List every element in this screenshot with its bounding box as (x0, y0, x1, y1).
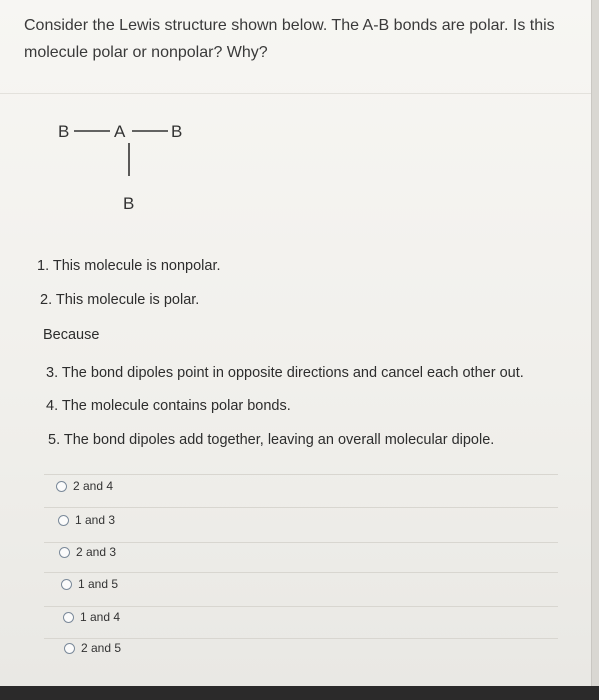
answer-option[interactable] (61, 577, 118, 591)
divider (44, 572, 558, 573)
divider (0, 93, 591, 94)
radio-button[interactable] (61, 579, 72, 590)
radio-button[interactable] (59, 547, 70, 558)
option-label: 1 and 5 (78, 577, 119, 591)
bottom-edge (0, 686, 599, 700)
radio-button[interactable] (58, 515, 69, 526)
answer-option[interactable] (56, 479, 113, 493)
option-label: 1 and 4 (80, 610, 121, 624)
radio-button[interactable] (64, 643, 75, 654)
statement-5: 5. The bond dipoles add together, leaving an overall molecular dipole. (48, 432, 495, 448)
statement-3: 3. The bond dipoles point in opposite directions and cancel each other out. (46, 365, 524, 381)
atom-b-bottom: B (123, 194, 135, 213)
divider (44, 638, 558, 639)
radio-button[interactable] (56, 481, 67, 492)
statement-4: 4. The molecule contains polar bonds. (46, 398, 291, 414)
because-label: Because (43, 327, 100, 343)
statement-2: 2. This molecule is polar. (40, 292, 200, 308)
option-label: 2 and 5 (81, 641, 122, 655)
option-label: 1 and 3 (75, 513, 116, 527)
radio-button[interactable] (63, 612, 74, 623)
divider (44, 606, 558, 607)
atom-b-left: B (58, 122, 70, 141)
option-label: 2 and 4 (73, 479, 114, 493)
answer-option[interactable] (58, 513, 115, 527)
option-label: 2 and 3 (76, 545, 117, 559)
divider (44, 507, 558, 508)
question-text: Consider the Lewis structure shown below. The A-B bonds are polar. Is this molecule polar or nonpolar? Why? (24, 17, 555, 61)
lewis-structure (50, 112, 230, 222)
answer-option[interactable] (59, 545, 116, 559)
answer-option[interactable] (63, 610, 120, 624)
divider (44, 542, 558, 543)
answer-option[interactable] (64, 641, 121, 655)
divider (44, 474, 558, 475)
atom-a-center: A (114, 122, 126, 141)
statement-1: 1. This molecule is nonpolar. (37, 258, 221, 274)
atom-b-right: B (171, 122, 183, 141)
